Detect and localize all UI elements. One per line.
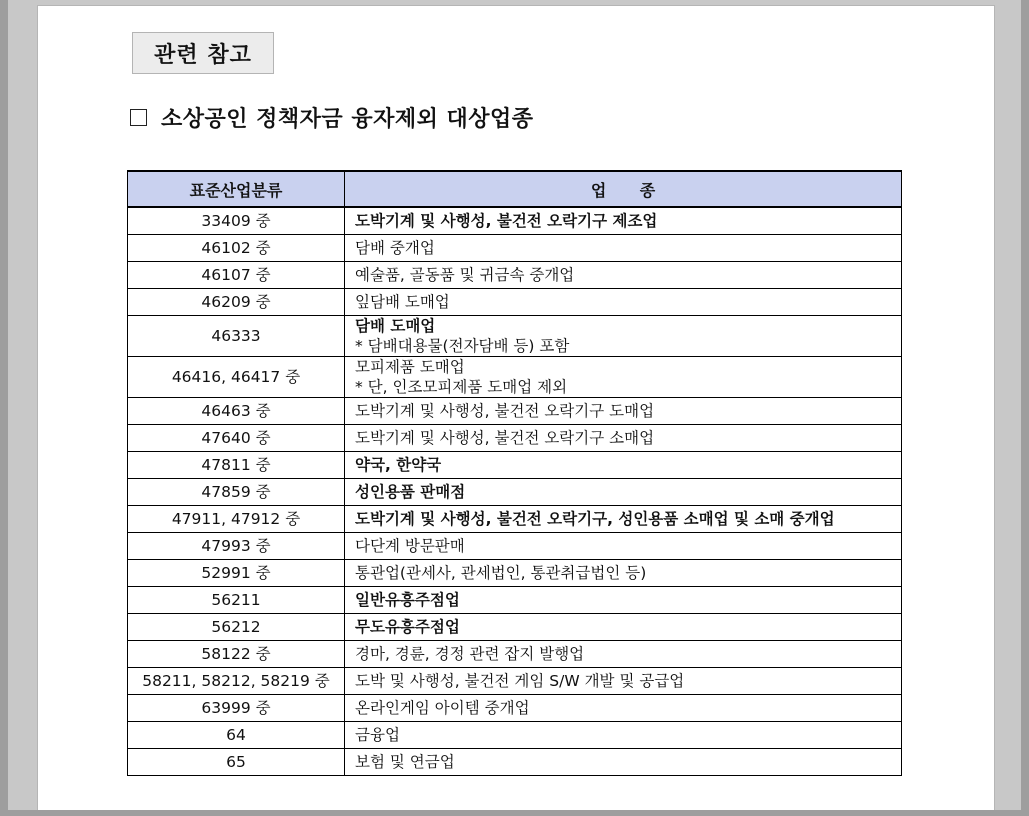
industry-name-cell xyxy=(345,641,902,668)
industry-name: 잎담배 도매업 xyxy=(355,293,450,311)
industry-code-cell: 58211, 58212, 58219 중 xyxy=(128,668,345,695)
industry-code-cell: 63999 중 xyxy=(128,695,345,722)
table-row xyxy=(128,560,902,587)
industry-code-cell: 56212 xyxy=(128,614,345,641)
table-row xyxy=(128,316,902,357)
industry-name: 경마, 경륜, 경정 관련 잡지 발행업 xyxy=(355,645,585,663)
industry-name: 도박기계 및 사행성, 불건전 오락기구 도매업 xyxy=(355,402,655,420)
industry-code-cell: 47811 중 xyxy=(128,452,345,479)
viewer-bottom-edge xyxy=(0,810,1029,816)
industry-name: 모피제품 도매업 xyxy=(355,358,465,376)
page-title: 소상공인 정책자금 융자제외 대상업종 xyxy=(161,107,534,132)
industry-name-cell xyxy=(345,668,902,695)
industry-name: 도박 및 사행성, 불건전 게임 S/W 개발 및 공급업 xyxy=(355,672,685,690)
industry-name: 약국, 한약국 xyxy=(355,456,442,474)
table-row xyxy=(128,722,902,749)
industry-name-cell xyxy=(345,262,902,289)
industry-name-cell xyxy=(345,357,902,398)
table-row xyxy=(128,235,902,262)
industry-name-cell xyxy=(345,316,902,357)
industry-code-cell: 64 xyxy=(128,722,345,749)
industry-name-cell xyxy=(345,749,902,776)
table-row xyxy=(128,262,902,289)
column-header-industry: 업 종 xyxy=(345,171,902,207)
section-heading xyxy=(130,102,534,133)
industry-code-cell: 47911, 47912 중 xyxy=(128,506,345,533)
industry-note: * 담배대용물(전자담배 등) 포함 xyxy=(355,337,570,355)
industry-name-cell xyxy=(345,425,902,452)
industry-code-cell: 65 xyxy=(128,749,345,776)
table-row xyxy=(128,587,902,614)
industry-name-cell xyxy=(345,614,902,641)
industry-code-cell: 46463 중 xyxy=(128,398,345,425)
industry-code-cell: 46102 중 xyxy=(128,235,345,262)
table-header-row xyxy=(128,171,902,207)
industry-name-cell xyxy=(345,722,902,749)
industry-name-cell xyxy=(345,289,902,316)
industry-name: 예술품, 골동품 및 귀금속 중개업 xyxy=(355,266,575,284)
industry-name-cell xyxy=(345,506,902,533)
table-row xyxy=(128,749,902,776)
table-row xyxy=(128,668,902,695)
industry-code-cell: 46209 중 xyxy=(128,289,345,316)
table-row xyxy=(128,289,902,316)
industry-code-cell: 46416, 46417 중 xyxy=(128,357,345,398)
industry-name: 금융업 xyxy=(355,726,400,744)
reference-label: 관련 참고 xyxy=(132,32,274,74)
industry-code-cell: 47859 중 xyxy=(128,479,345,506)
table-row xyxy=(128,425,902,452)
industry-name: 도박기계 및 사행성, 불건전 오락기구 제조업 xyxy=(355,212,658,230)
table-row xyxy=(128,614,902,641)
table-row xyxy=(128,452,902,479)
table-row xyxy=(128,398,902,425)
industry-name: 도박기계 및 사행성, 불건전 오락기구 소매업 xyxy=(355,429,655,447)
industry-name: 담배 도매업 xyxy=(355,317,436,335)
industry-code-cell: 52991 중 xyxy=(128,560,345,587)
document-page xyxy=(38,6,994,810)
industry-name-cell xyxy=(345,560,902,587)
table-row xyxy=(128,695,902,722)
checkbox-icon xyxy=(130,109,147,126)
table-body xyxy=(128,207,902,776)
column-header-code: 표준산업분류 xyxy=(128,171,345,207)
industry-name: 담배 중개업 xyxy=(355,239,435,257)
industry-name: 무도유흥주점업 xyxy=(355,618,460,636)
industry-code-cell: 46333 xyxy=(128,316,345,357)
industry-name: 보험 및 연금업 xyxy=(355,753,455,771)
industry-name: 온라인게임 아이템 중개업 xyxy=(355,699,530,717)
table-row xyxy=(128,506,902,533)
industry-code-cell: 33409 중 xyxy=(128,207,345,235)
industry-code-cell: 46107 중 xyxy=(128,262,345,289)
industry-code-cell: 58122 중 xyxy=(128,641,345,668)
table-row xyxy=(128,641,902,668)
excluded-industries-table xyxy=(127,170,902,776)
industry-name-cell xyxy=(345,398,902,425)
industry-code-cell: 56211 xyxy=(128,587,345,614)
viewer-left-edge xyxy=(0,0,8,816)
industry-note: * 단, 인조모피제품 도매업 제외 xyxy=(355,378,568,396)
industry-name: 도박기계 및 사행성, 불건전 오락기구, 성인용품 소매업 및 소매 중개업 xyxy=(355,510,835,528)
table-row xyxy=(128,479,902,506)
industry-name: 일반유흥주점업 xyxy=(355,591,460,609)
industry-name: 성인용품 판매점 xyxy=(355,483,466,501)
industry-name-cell xyxy=(345,533,902,560)
industry-code-cell: 47640 중 xyxy=(128,425,345,452)
table-row xyxy=(128,533,902,560)
table-row xyxy=(128,207,902,235)
industry-code-cell: 47993 중 xyxy=(128,533,345,560)
industry-name-cell xyxy=(345,207,902,235)
industry-name-cell xyxy=(345,587,902,614)
industry-name-cell xyxy=(345,235,902,262)
industry-name-cell xyxy=(345,695,902,722)
viewer-right-edge xyxy=(1021,0,1029,816)
industry-name-cell xyxy=(345,452,902,479)
industry-name-cell xyxy=(345,479,902,506)
table-row xyxy=(128,357,902,398)
industry-name: 다단계 방문판매 xyxy=(355,537,465,555)
industry-name: 통관업(관세사, 관세법인, 통관취급법인 등) xyxy=(355,564,647,582)
